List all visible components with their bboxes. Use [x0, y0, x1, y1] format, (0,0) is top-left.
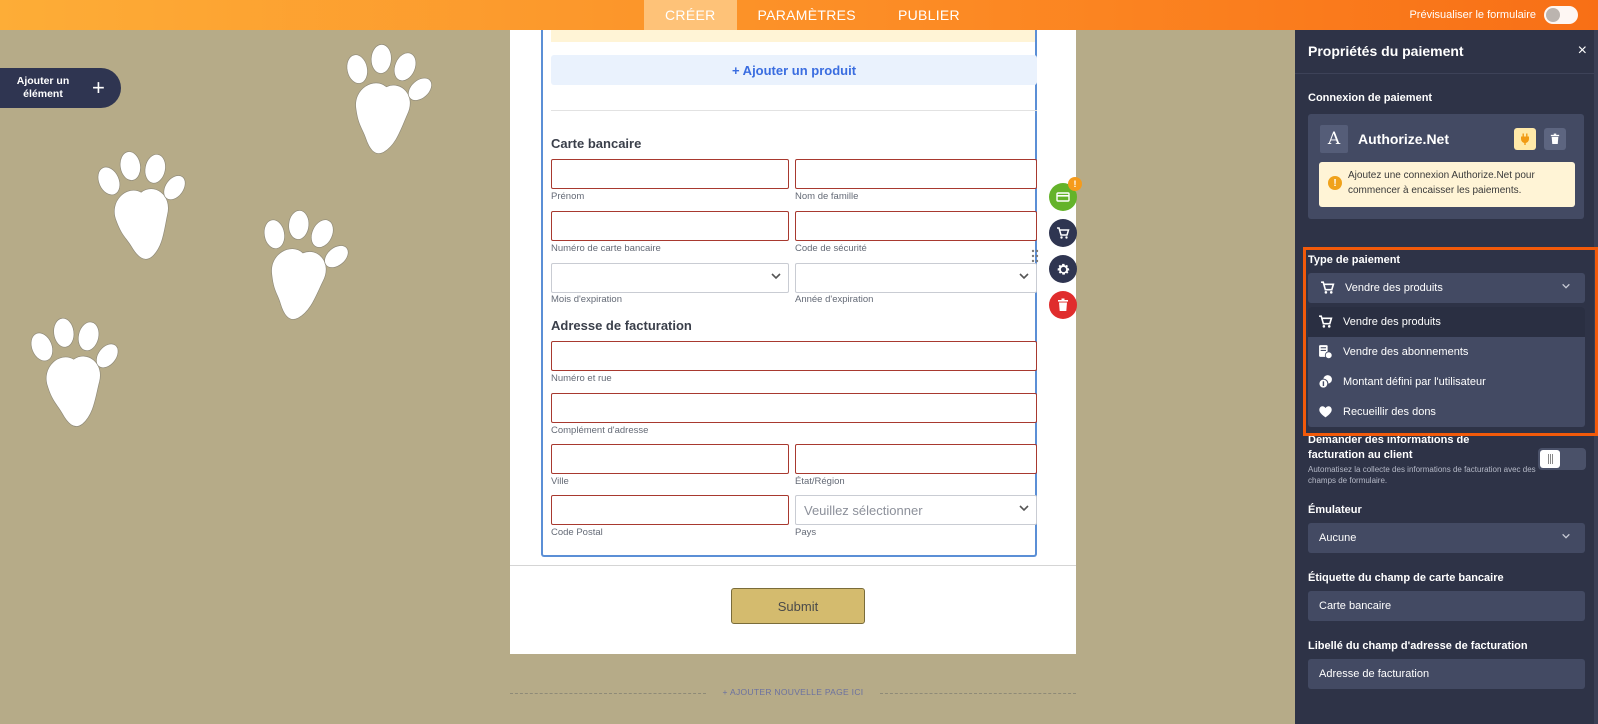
add-element-label: Ajouter un élément: [16, 75, 70, 100]
plus-icon: +: [92, 75, 105, 100]
tab-creer[interactable]: CRÉER: [644, 0, 737, 30]
cart-button[interactable]: [1049, 219, 1077, 247]
toggle-knob: [1540, 450, 1560, 468]
divider: [551, 110, 1037, 111]
main-tabs: [644, 0, 981, 30]
city-label: Ville: [551, 476, 569, 487]
top-bar: [0, 0, 1598, 30]
billing-field-label-value: Adresse de facturation: [1319, 668, 1430, 680]
chevron-down-icon: [1561, 531, 1571, 544]
settings-button[interactable]: [1049, 255, 1077, 283]
city-input[interactable]: [551, 444, 789, 474]
postal-code-input[interactable]: [551, 495, 789, 525]
billing-request-toggle[interactable]: [1538, 448, 1586, 470]
first-name-label: Prénom: [551, 191, 585, 202]
card-number-label: Numéro de carte bancaire: [551, 243, 661, 254]
connection-name: Authorize.Net: [1358, 131, 1449, 147]
connect-button[interactable]: [1514, 128, 1536, 150]
cart-icon: [1056, 226, 1070, 240]
paw-print-background: [0, 30, 500, 724]
divider: [510, 565, 1076, 566]
state-input[interactable]: [795, 444, 1037, 474]
submit-button[interactable]: Submit: [731, 588, 865, 624]
add-page-text: + AJOUTER NOUVELLE PAGE ICI: [722, 687, 864, 697]
plug-icon: [1519, 133, 1531, 145]
security-code-input[interactable]: [795, 211, 1037, 241]
street-label: Numéro et rue: [551, 373, 612, 384]
panel-header: [1295, 30, 1598, 74]
warning-badge: !: [1068, 177, 1082, 191]
remove-connection-button[interactable]: [1544, 128, 1566, 150]
connection-warning-text: Ajoutez une connexion Authorize.Net pour commencer à encaisser les paiements.: [1348, 170, 1535, 196]
option-label: Vendre des abonnements: [1343, 346, 1469, 358]
preview-control: [1409, 0, 1578, 30]
billing-request-label: Demander des informations de facturation au client: [1308, 434, 1470, 461]
option-label: Vendre des produits: [1343, 316, 1441, 328]
connection-label: Connexion de paiement: [1308, 92, 1433, 104]
address2-input[interactable]: [551, 393, 1037, 423]
form-page: [510, 30, 1076, 654]
street-input[interactable]: [551, 341, 1037, 371]
option-label: Recueillir des dons: [1343, 406, 1436, 418]
card-number-input[interactable]: [551, 211, 789, 241]
panel-title: Propriétés du paiement: [1308, 43, 1464, 59]
dashed-line: [880, 693, 1076, 694]
payment-connection-card: [1308, 114, 1584, 219]
option-label: Montant défini par l'utilisateur: [1343, 376, 1486, 388]
card-field-label-title: Étiquette du champ de carte bancaire: [1308, 572, 1504, 584]
dashed-line: [510, 693, 706, 694]
security-code-label: Code de sécurité: [795, 243, 867, 254]
paw-print-2: [92, 147, 194, 263]
exp-month-label: Mois d'expiration: [551, 294, 622, 305]
preview-label: Prévisualiser le formulaire: [1409, 9, 1536, 21]
billing-section-title: Adresse de facturation: [551, 318, 692, 333]
card-section-title: Carte bancaire: [551, 136, 642, 151]
postal-code-label: Code Postal: [551, 527, 603, 538]
card-field-label-input[interactable]: [1308, 591, 1585, 621]
payment-settings-button[interactable]: [1049, 179, 1077, 211]
billing-field-label-input[interactable]: [1308, 659, 1585, 689]
billing-request-description: Automatisez la collecte des informations de facturation avec des champs de formulaire.: [1308, 465, 1536, 485]
add-product-button[interactable]: + Ajouter un produit: [551, 55, 1037, 85]
address2-label: Complément d'adresse: [551, 425, 649, 436]
emulator-value: Aucune: [1319, 532, 1357, 544]
payment-type-value: Vendre des produits: [1345, 282, 1443, 294]
billing-field-label-title: Libellé du champ d'adresse de facturation: [1308, 640, 1528, 652]
close-icon[interactable]: ×: [1577, 42, 1587, 59]
country-select[interactable]: [795, 495, 1037, 525]
exp-month-select[interactable]: [551, 263, 789, 293]
payment-type-highlight: [1303, 247, 1598, 436]
emulator-select[interactable]: [1308, 523, 1585, 553]
last-name-label: Nom de famille: [795, 191, 859, 202]
add-page-link[interactable]: [510, 686, 1076, 700]
country-label: Pays: [795, 527, 817, 538]
connection-warning: [1319, 162, 1575, 207]
gear-icon: [1056, 262, 1071, 277]
card-field-label-value: Carte bancaire: [1319, 600, 1392, 612]
preview-toggle[interactable]: [1544, 6, 1578, 24]
exp-year-select[interactable]: [795, 263, 1037, 293]
state-label: État/Région: [795, 476, 845, 487]
first-name-input[interactable]: [551, 159, 789, 189]
country-placeholder: Veuillez sélectionner: [804, 503, 923, 518]
chevron-down-icon: [1018, 270, 1030, 285]
drag-handle-icon[interactable]: [1031, 249, 1039, 264]
tab-publier[interactable]: PUBLIER: [897, 7, 960, 23]
chevron-down-icon: [770, 270, 782, 285]
last-name-input[interactable]: [795, 159, 1037, 189]
delete-button[interactable]: [1049, 291, 1077, 319]
paw-print-3: [246, 203, 358, 327]
payment-type-label: Type de paiement: [1308, 254, 1401, 266]
emulator-label: Émulateur: [1308, 504, 1362, 516]
exp-year-label: Année d'expiration: [795, 294, 874, 305]
trash-icon: [1057, 298, 1069, 312]
paw-print-4: [26, 315, 125, 428]
chevron-down-icon: [1018, 502, 1030, 517]
authorize-net-logo: A: [1320, 125, 1348, 153]
warning-icon: !: [1328, 176, 1342, 190]
tab-parametres[interactable]: PARAMÈTRES: [757, 7, 856, 23]
trash-icon: [1550, 133, 1560, 145]
paw-print-1: [332, 39, 441, 161]
credit-card-icon: [1056, 191, 1070, 203]
